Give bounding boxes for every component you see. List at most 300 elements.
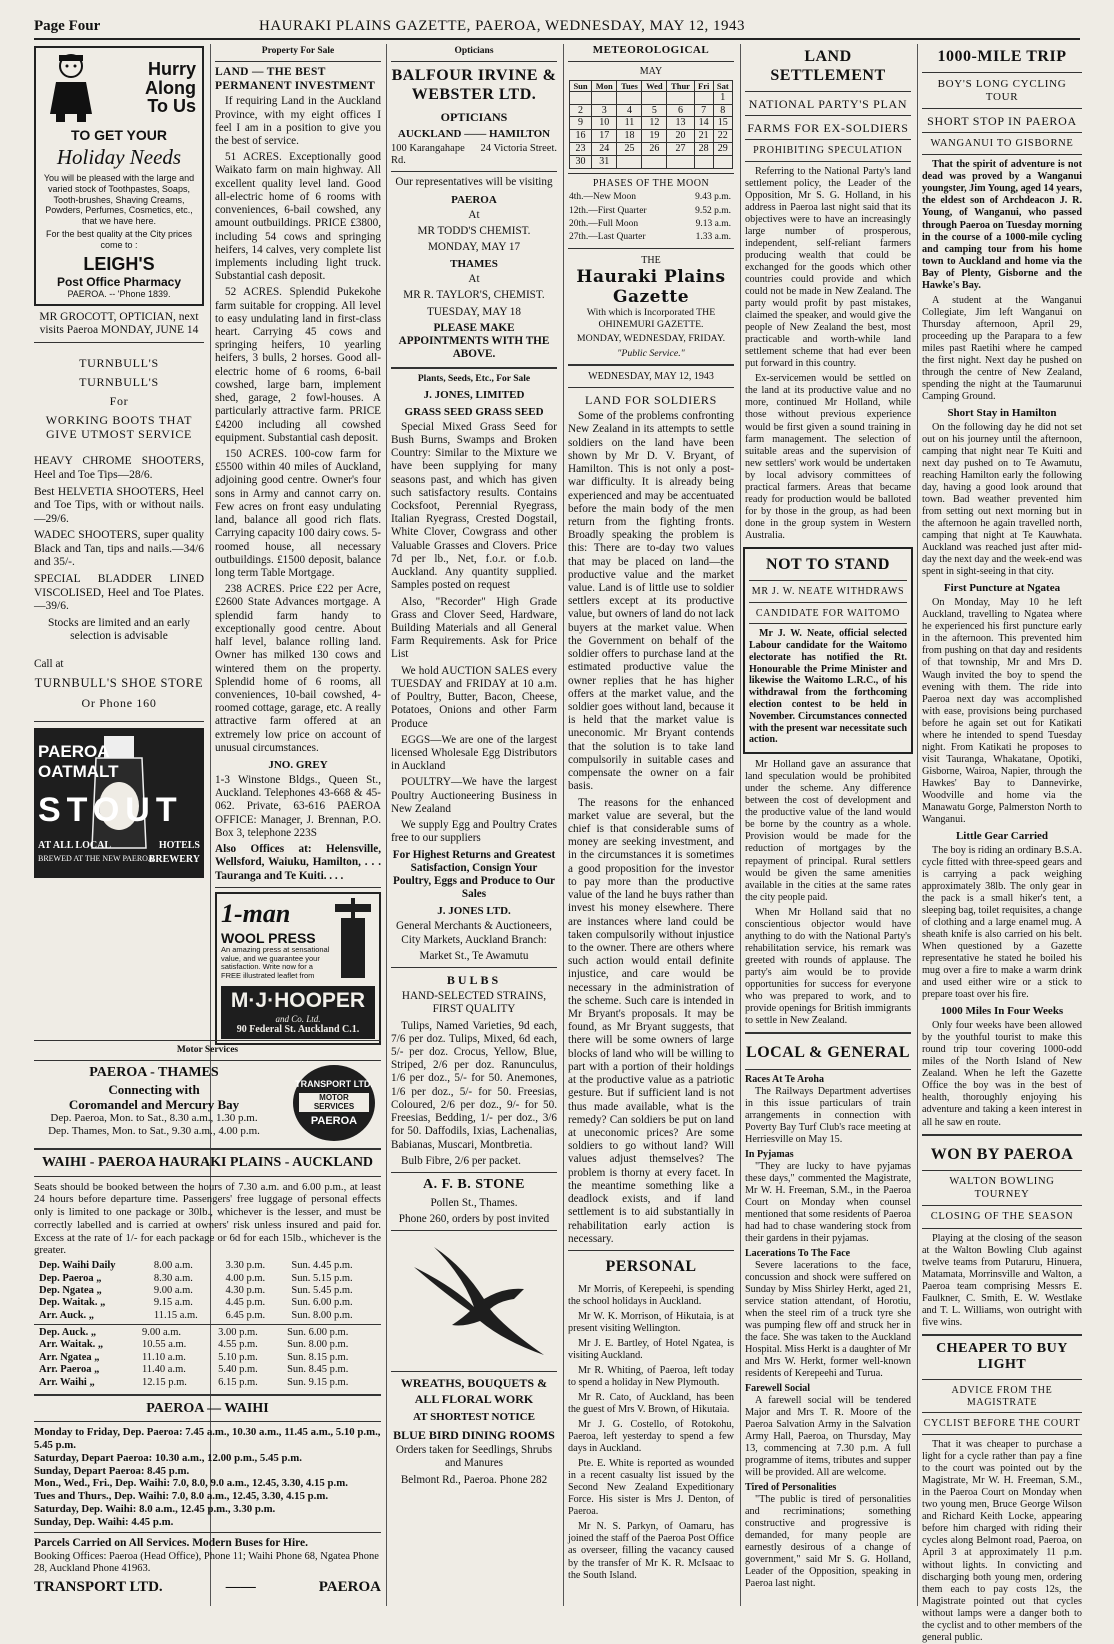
crates-notice: We supply Egg and Poultry Crates free to our suppliers <box>391 819 557 845</box>
calendar-day: 7 <box>694 104 713 117</box>
moon-phase-time: 9.52 p.m. <box>695 205 731 216</box>
timetable-time: 8.00 a.m. <box>153 1260 193 1272</box>
hamilton-para: On the following day he did not set out on his journey until the afternoon, camping that night near Te Kuiti and next day pushed on to Te Awamutu, reaching Hamilton early the following day, having a good look around that town. Bad weather prevented him from setting out next morning but in the afternoon he again travelled north, camping that night at Te Kauwhata. Auckland was reached just after mid-day the next day and the week-end was spent in sight-seeing in that city. <box>922 421 1082 578</box>
calendar-day: 29 <box>713 142 732 155</box>
wool-press-ad <box>215 892 381 1045</box>
calendar-month: MAY <box>639 65 663 77</box>
moon-phase-time: 1.33 a.m. <box>695 231 731 242</box>
divider <box>745 1069 911 1070</box>
calendar-day: 18 <box>617 130 642 143</box>
local-item-heading: Farewell Social <box>745 1382 811 1394</box>
timetable-stop: Dep. Waitak. „ <box>39 1297 106 1309</box>
moon-phase-name: 20th.—Full Moon <box>569 218 639 229</box>
poultry-notice: POULTRY—We have the largest Poultry Auctioneering Business in New Zealand <box>391 776 557 815</box>
timetable-time: 3.30 p.m. <box>225 1260 266 1272</box>
masthead-title: HAURAKI PLAINS GAZETTE, PAEROA, WEDNESDAY, MAY 12, 1943 <box>259 18 746 34</box>
settlement-para-4: When Mr Holland said that no conscientious objector would have anything to do with the National Party's rehabilitation service, his remark was greeted with rounds of applause. The party's aim would be to provide opportunities for success for everyone who was prepared to work, and to provide openings for British immigrants to settle in New Zealand. <box>745 906 911 1026</box>
column-5 <box>745 44 911 1606</box>
todd-chemist: MR TODD'S CHEMIST. <box>417 224 531 237</box>
transport-paeroa: PAEROA <box>318 1578 381 1595</box>
calendar-table <box>569 80 733 169</box>
paeroa-waihi-times <box>34 1426 381 1528</box>
holiday-ad-quality: For the best quality at the City prices come to : <box>45 229 193 250</box>
badge-paeroa: PAEROA <box>310 1114 358 1127</box>
parcels-notice: Parcels Carried on All Services. Modern Buses for Hire. <box>34 1537 309 1550</box>
calendar-day: 21 <box>694 130 713 143</box>
timetable-time: Sun. 4.45 p.m. <box>291 1260 353 1272</box>
booking-offices: Booking Offices: Paeroa (Head Office), Phone 11; Waihi Phone 68, Ngatea Phone 28, Auckland Phone 41963. <box>34 1550 379 1575</box>
divider <box>745 1032 911 1034</box>
timetable-stop: Arr. Waihi „ <box>39 1376 95 1388</box>
masthead <box>34 14 1080 40</box>
divider <box>391 367 557 369</box>
along-text: Along <box>145 77 196 98</box>
calendar-day <box>617 91 642 104</box>
calendar-day <box>694 91 713 104</box>
paeroa-waihi-line: Sunday, Depart Paeroa: 8.45 p.m. <box>34 1464 190 1477</box>
general-merchants: General Merchants & Auctioneers, City Markets, Auckland Branch: <box>396 920 552 946</box>
meteorological-label: METEOROLOGICAL <box>592 44 710 56</box>
timetable-time: Sun. 6.00 p.m. <box>291 1297 353 1309</box>
timetable-row <box>34 1260 381 1272</box>
divider <box>922 72 1082 73</box>
timetable-time: 9.00 a.m. <box>153 1284 193 1296</box>
personal-heading: PERSONAL <box>605 1257 697 1275</box>
column-2 <box>215 44 381 1036</box>
bluebird-dining: BLUE BIRD DINING ROOMS <box>393 1428 555 1443</box>
paeroa-waihi-line: Sunday, Dep. Waihi: 4.45 p.m. <box>34 1515 174 1528</box>
auckland-hamilton: AUCKLAND —— HAMILTON <box>397 127 551 140</box>
grey-name: JNO. GREY <box>268 759 328 772</box>
badge-transport: TRANSPORT LTD. <box>295 1079 373 1090</box>
holiday-ad-body: You will be pleased with the large and varied stock of Toothpastes, Soaps, Tooth-brushes, Shaving Creams, Powders, Perfumes, Cosmetics, etc., that we have here. <box>43 173 195 226</box>
timetable-southbound <box>34 1327 381 1389</box>
to-us-text: To Us <box>147 96 196 117</box>
local-item-body: Severe lacerations to the face, concussion and shock were suffered on Sunday by Miss Shirley Herkt, aged 21, service station attendant, of Horotiu, when the steel rim of a truck tyre she was pumping flew off and struck her in the face. She was taken to the Auckland Hospital. Miss Herkt is a daughter of Mr and Mrs W. Herkt, former well-known residents of Kerepeehi and Turua. <box>745 1259 911 1379</box>
highest-returns: For Highest Returns and Greatest Satisfaction, Consign Your Poultry, Eggs and Produce to Our Sales <box>392 848 556 901</box>
timetable-time: 4.45 p.m. <box>225 1297 266 1309</box>
moon-phases-table <box>568 191 732 244</box>
gazette-nameplate: Hauraki Plains Gazette <box>576 266 726 308</box>
stone-name: A. F. B. STONE <box>423 1177 525 1192</box>
listing-52-acres: 52 ACRES. Splendid Pukekohe farm suitable for cropping. All level to easy undulating land in first-class heart. Carrying 45 cows and springing heifers, 10 yearling heifers, 3 bulls, 2 horses. Good all-electric home of 6 rooms, 6-bail cowshed, large barn, implement shed, garage, 2 fowl-houses. A particularly attractive farm. PRICE £4200 including all cowshed equipment. Substantial cash deposit. <box>215 286 381 444</box>
local-item-body: The Railways Department advertises in this issue particulars of train arrangements in connection with Poverty Bay Turf Club's race meeting at Herriesville on May 15. <box>745 1085 911 1145</box>
wreaths-bouquets: WREATHS, BOUQUETS & ALL FLORAL WORK <box>400 1375 548 1406</box>
grey-address: 1-3 Winstone Bldgs., Queen St., Auckland. Telephones 43-668 & 45-062. Private, 63-616 PAEROA OFFICE: Manager, J. Brennan, P.O. Box 3, telephone 223S <box>215 774 381 839</box>
divider <box>745 139 911 140</box>
stout-word: STOUT <box>38 790 183 829</box>
personal-item: Mr R. Cato, of Auckland, has been the guest of Mrs V. Brown, of Hikutaia. <box>568 1392 734 1416</box>
paeroa-waihi-line: Monday to Friday, Dep. Paeroa: 7.45 a.m., 10.30 a.m., 11.45 a.m., 5.10 p.m., 5.45 p.m. <box>34 1426 381 1452</box>
divider <box>391 1230 557 1231</box>
divider <box>568 61 734 62</box>
divider <box>34 1176 381 1177</box>
divider <box>34 1394 381 1396</box>
calendar-day: 6 <box>667 104 695 117</box>
walton-tourney: WALTON BOWLING TOURNEY <box>949 1176 1055 1200</box>
representatives: Our representatives will be visiting <box>395 176 553 189</box>
soldiers-paragraph-1: Some of the problems confronting New Zealand in its attempts to settle soldiers on the land have been shown by Mr D. V. Bryant, of Hamilton. This is not only a post-war difficulty. It is already being experienced and may be accentuated before the main body of the men return from the fighting fronts. Broadly speaking the problem is this: There are to-day two values that may be placed on land—the productive value and the market value. Land is of little use to soldier settlers except at its productive value, but owners of land do not lack buyers at the market value. When the Government on behalf of the soldier offers to purchase land at the estimated productive value the owner replies that he has higher offers at the market value, and the soldier goes without land, because it is held that the market value is uneconomic. Mr Bryant contends that the solution is to take land compulsorily in suitable cases and compensate the owner on a fair basis. <box>568 410 734 793</box>
helvetia-shooters: Best HELVETIA SHOOTERS, Heel and Toe Tips, with or without nails.—29/6. <box>34 485 204 525</box>
stout-hotels: HOTELS <box>158 839 200 851</box>
shortest-notice: AT SHORTEST NOTICE <box>413 1411 535 1424</box>
listing-150-acres: 150 ACRES. 100-cow farm for £5500 within 40 miles of Auckland, adjoining good centre. Owner's four sons in Army and cannot carry on. Few acres on front easy undulating land, balance all good rich flats. Carrying capacity 100 dairy cows. 5-roomed house, all necessary outbuildings. £1500 deposit, balance long term Table Mortgage. <box>215 448 381 579</box>
pollen-street: Pollen St., Thames. <box>430 1196 518 1209</box>
to-get-your: TO GET YOUR <box>71 127 167 143</box>
land-settlement-heading: LAND SETTLEMENT <box>770 48 886 84</box>
calendar-day: 10 <box>592 117 617 130</box>
wadec-shooters: WADEC SHOOTERS, super quality Black and Tan, tips and nails.—34/6 and 35/-. <box>34 529 204 569</box>
local-item-heading: Races At Te Aroha <box>745 1073 824 1085</box>
bulbs-prices: Tulips, Named Varieties, 9d each, 7/6 per doz. Tulips, Mixed, 6d each, 5/- per doz. Crocus, Yellow, Blue, Striped, 2/6 per doz. Ranunculus, 1/6 per doz., 5/- for 50. Anemones, 1/6 per doz., 5/- for 50. Freesias, Coloured, 2/6 per doz., 9/- for 50. Freesias, Bedding, 1/- per doz., 3/6 for 50. Daffodils, Ixias, Lachenalias, Babianas, Muscari, Montbretia. <box>391 1019 557 1151</box>
working-boots: WORKING BOOTS THAT GIVE UTMOST SERVICE <box>45 413 193 442</box>
divider <box>922 1170 1082 1171</box>
land-for-soldiers-heading: LAND FOR SOLDIERS <box>585 393 717 408</box>
pharmacy-address: PAEROA. -- 'Phone 1839. <box>67 288 171 299</box>
moon-phase-row <box>568 231 732 244</box>
column-rule <box>740 44 741 1606</box>
column-3 <box>391 44 557 1606</box>
moon-phase-name: 12th.—First Quarter <box>569 205 647 216</box>
shoe-store: TURNBULL'S SHOE STORE <box>34 675 204 690</box>
wool-press-text: WOOL PRESS <box>221 929 316 946</box>
calendar-day-header: Sat <box>713 80 732 91</box>
calendar-day: 26 <box>642 142 667 155</box>
calendar-week <box>570 142 733 155</box>
local-item-body: A farewell social will be tendered Major and Mrs T. R. Moore of the Paeroa Salvation Army in the Salvation Army Hall, Paeroa, on Thursday, May 13, commencing at 7.30 p.m. A full programme of items, tributes and supper will be provided. All are welcome. <box>745 1394 911 1478</box>
calendar-day <box>642 155 667 168</box>
market-street: Market St., Te Awamutu <box>419 949 529 962</box>
weeks-para: Only four weeks have been allowed by the youthful tourist to make this round trip tour covering 1000-odd miles of the North Island of New Zealand. When he left the Gazette Office the boy was in the best of health, thoroughly enjoying his adventure and taking a keen interest in all he saw en route. <box>922 1020 1082 1128</box>
calendar-day: 31 <box>592 155 617 168</box>
divider <box>922 1434 1082 1435</box>
swallow-bird-illustration <box>394 1237 554 1365</box>
calendar-day: 11 <box>617 117 642 130</box>
timetable-stop: Arr. Waitak. „ <box>39 1339 104 1351</box>
plants-label: Plants, Seeds, Etc., For Sale <box>417 373 531 384</box>
timetable-time: 3.00 p.m. <box>218 1327 258 1338</box>
calendar-week <box>570 104 733 117</box>
dateline: WEDNESDAY, MAY 12, 1943 <box>588 371 714 383</box>
calendar-day: 9 <box>570 117 592 130</box>
hamilton-subhead: Short Stay in Hamilton <box>947 406 1057 419</box>
timetable-stop: Dep. Paeroa „ <box>39 1272 102 1284</box>
calendar-day-header: Tues <box>617 80 642 91</box>
local-general-heading: LOCAL & GENERAL <box>746 1043 910 1061</box>
calendar-day: 19 <box>642 130 667 143</box>
calendar-day: 4 <box>617 104 642 117</box>
paeroa-thames-heading: PAEROA - THAMES <box>89 1065 219 1081</box>
taylor-chemist: MR R. TAYLOR'S, CHEMIST. <box>403 289 545 302</box>
column-rule <box>563 44 564 1606</box>
divider <box>215 61 381 62</box>
puncture-subhead: First Puncture at Ngatea <box>943 582 1061 595</box>
column-4 <box>568 44 734 1606</box>
personal-item: Mr J. G. Costello, of Rotokohu, Paeroa, left yesterday to spend a few days in Auckland. <box>568 1419 734 1455</box>
turnbull-ad <box>34 347 204 717</box>
divider <box>568 1250 734 1251</box>
timetable-time: 5.10 p.m. <box>218 1351 258 1363</box>
calendar-day: 17 <box>592 130 617 143</box>
column-1 <box>34 44 204 1029</box>
local-item-heading: In Pyjamas <box>745 1148 794 1160</box>
dep-paeroa-thames: Dep. Paeroa, Mon. to Sat., 8.30 a.m., 1.30 p.m. <box>50 1112 258 1125</box>
listing-238-acres: 238 ACRES. Price £22 per Acre, £2600 State Advances mortgage. A splendid farm handy to exceptionally good centre. About half level, balance rolling land. Owner has milked 130 cows and wintered them on the property. Splendid home of 6 rooms, all conveniences, 10-bail cowshed, 4-roomed cottage, garage, etc. A really attractive farm offered at an extremely low price on account of unusual circumstances. <box>215 583 381 754</box>
wanganui-gisborne: WANGANUI TO GISBORNE <box>930 137 1074 149</box>
heavy-chrome: HEAVY CHROME SHOOTERS, Heel and Toe Tips—28/6. <box>34 455 204 482</box>
timetable-time: 4.00 p.m. <box>225 1272 266 1284</box>
special-bladder: SPECIAL BLADDER LINED VISCOLISED, Heel and Toe Plates.—39/6. <box>34 572 204 613</box>
personal-item: Mr R. Whiting, of Paeroa, left today to spend a holiday in New Plymouth. <box>568 1365 734 1389</box>
turnbull-heading-2: TURNBULL'S <box>79 374 159 389</box>
jones-limited: J. JONES, LIMITED <box>423 388 525 401</box>
calendar-day <box>667 91 695 104</box>
timetable-row <box>34 1339 381 1351</box>
calendar-day: 13 <box>667 117 695 130</box>
stocks-limited: Stocks are limited and an early selection is advisable <box>47 616 191 643</box>
divider <box>34 1324 381 1325</box>
calendar-day: 8 <box>713 104 732 117</box>
divider <box>922 132 1082 133</box>
hooper-address: 90 Federal St. Auckland C.1. <box>236 1024 360 1036</box>
hurry-text: Hurry <box>147 58 196 79</box>
short-stop: SHORT STOP IN PAEROA <box>927 113 1077 128</box>
trip-heading: 1000-MILE TRIP <box>937 48 1067 65</box>
divider <box>922 108 1082 109</box>
divider <box>34 1060 381 1061</box>
local-item-body: "They are lucky to have pyjamas these days," commented the Magistrate, Mr W. H. Freeman, S.M., in the Paeroa Court on Monday when counsel mentioned that some residents of Paeroa had had to chase wandering stock from their gardens in their pyjamas. <box>745 1160 911 1244</box>
won-body: Playing at the closing of the season at the Walton Bowling Club against twelve teams from Putaruru, Hinuera, Matamata, Morrinsville and Walton, a Paeroa team comprising Messrs E. Faulkner, C. Smith, E. W. Westlake and T. L. Williams, won outright with five wins. <box>922 1232 1082 1328</box>
divider <box>922 1334 1082 1336</box>
calendar-day: 24 <box>592 142 617 155</box>
divider <box>34 342 204 343</box>
divider <box>34 1421 381 1422</box>
divider <box>391 967 557 968</box>
paeroa-waihi-line: Mon., Wed., Fri., Dep. Waihi: 7.0, 8.0, 9.0 a.m., 12.45, 3.30, 4.15 p.m. <box>34 1477 348 1490</box>
waihi-heading: WAIHI - PAEROA HAURAKI PLAINS - AUCKLAND <box>41 1155 374 1171</box>
timetable-time: 11.15 a.m. <box>153 1309 198 1321</box>
calendar-day <box>570 91 592 104</box>
stone-phone: Phone 260, orders by post invited <box>398 1212 550 1225</box>
calendar-day: 27 <box>667 142 695 155</box>
timetable-time: Sun. 6.00 p.m. <box>287 1327 349 1338</box>
settlement-para-3: Mr Holland gave an assurance that land speculation would be prohibited under the scheme. Any difference between the cost of development and the productive value of the land would be borne by the country as a whole. Provision would be made for the reduction of mortgages by the repayment of principal. Rural settlers would be given the same amenities available in the cities at the same rates the city people paid. <box>745 759 911 903</box>
divider <box>34 1532 381 1533</box>
one-man-text: 1-man <box>221 898 291 928</box>
holiday-needs-ad <box>34 46 204 306</box>
stout-brewed: BREWED AT THE NEW PAEROA <box>38 853 154 863</box>
calendar-day: 23 <box>570 142 592 155</box>
timetable-stop: Arr. Paeroa „ <box>39 1364 100 1376</box>
calendar-day: 1 <box>713 91 732 104</box>
divider <box>745 115 911 116</box>
grass-seed-body: Special Mixed Grass Seed for Bush Burns, Swamps and Broken Country: Similar to the Mixture we have been supplying for many seasons past, and which has given such satisfactory results. Contains Cocksfoot, Perennial Ryegrass, Italian Ryegrass, Crested Dogstail, White Clover, Cowgrass and other Valuable Grasses and Clovers. Price 7d per lb., Net, f.o.r. or f.o.b. Auckland. Any quantity supplied. Samples posted on request <box>391 420 557 592</box>
divider <box>391 171 557 172</box>
calendar-day <box>617 155 642 168</box>
divider <box>922 1134 1082 1136</box>
personal-item: Mr N. S. Parkyn, of Oamaru, has joined the staff of the Paeroa Post Office as overseer, filling the vacancy caused by the transfer of Mr K. R. McIsaac to the South Island. <box>568 1521 734 1581</box>
connecting-with: Connecting with <box>108 1081 200 1097</box>
divider <box>34 1040 381 1041</box>
timetable-row <box>34 1352 381 1364</box>
personal-item: Mr J. E. Bartley, of Hotel Ngatea, is visiting Auckland. <box>568 1337 734 1362</box>
hooper-name: M·J·HOOPER <box>230 988 366 1012</box>
jones-ltd: J. JONES LTD. <box>437 905 511 918</box>
soldiers-paragraph-2: The reasons for the enhanced market value are several, but the chief is that considerable sums of money are seeking investment, and in the circumstances it is sometimes a good proposition for the investor to pay more than the productive value of the land he buys rather than invest his money elsewhere. There are instances where land could be taken compulsorily without injustice to the owner. There are others where such action would entail definite injustice, and care would be necessary in the administration of the scheme. Such care is intended in Mr Bryant's proposals. It may be found, as Mr Bryant suggests, that there will be some owners of large blocks of land who will be willing to part with a portion of their holdings at the productive value as a patriotic gesture. But if sufficient land is not thus made available, what is the remedy? Can soldiers be put on land at uneconomic prices? Are some soldiers to go without land? Will values adjust themselves? The problem is thorny at every facet. In the meantime something like a deadlock exists, and if land settlement is to aid substantially in rehabilitation early action is necessary. <box>568 796 734 1245</box>
address-karangahape: 100 Karangahape Rd. <box>391 142 465 167</box>
at-2: At <box>468 273 480 286</box>
cyclist-court: CYCLIST BEFORE THE COURT <box>923 1418 1081 1430</box>
moon-phase-time: 9.13 a.m. <box>695 218 731 229</box>
hooper-co: and Co. Ltd. <box>275 1013 321 1024</box>
timetable-row <box>34 1273 381 1285</box>
calendar-day: 22 <box>713 130 732 143</box>
timetable-time: Sun. 8.15 p.m. <box>287 1351 349 1363</box>
phases-title: PHASES OF THE MOON <box>592 177 710 189</box>
tuesday-date: TUESDAY, MAY 18 <box>427 305 521 318</box>
divider <box>749 580 907 581</box>
motto: "Public Service." <box>617 347 685 359</box>
personal-list <box>568 1284 734 1582</box>
transport-dash: —— <box>225 1578 256 1595</box>
calendar-day: 28 <box>694 142 713 155</box>
badge-motor: MOTOR SERVICES <box>299 1093 369 1112</box>
pharmacy-name: Post Office Pharmacy <box>56 274 182 289</box>
orders-taken: Orders taken for Seedlings, Shrubs and Manures <box>395 1444 553 1470</box>
paeroa-waihi-line: Saturday, Depart Paeroa: 10.30 a.m., 12.00 p.m., 5.45 p.m. <box>34 1451 302 1464</box>
divider <box>391 1371 557 1372</box>
calendar-day <box>667 155 695 168</box>
timetable-row <box>34 1364 381 1376</box>
timetable-stop: Dep. Auck. „ <box>39 1327 97 1338</box>
trip-para-1: That the spirit of adventure is not dead was proved by a Wanganui youngster, Jim Young, aged 14 years, the eldest son of Archdeacon J. R. Young, of Wanganui, who passed through Paeroa on Tuesday morning in the course of a 1000-mile cycling and camping tour from his home town to Auckland and home via the Bay of Plenty, Gisborne and the Hawke's Bay. <box>922 159 1082 291</box>
calendar-day: 2 <box>570 104 592 117</box>
neate-body: Mr J. W. Neate, official selected Labour candidate for the Waitomo electorate has notified the Rt. Honourable the Prime Minister and likewise the Waitomo L.R.C., of his withdrawal from the forthcoming election contest to be held in November. Circumstances connected with the present war necessitate such action. <box>749 628 907 746</box>
personal-item: Mr W. K. Morrison, of Hikutaia, is at present visiting Wellington. <box>568 1310 734 1334</box>
farms-ex-soldiers: FARMS FOR EX-SOLDIERS <box>747 120 909 135</box>
local-news-list <box>745 1074 911 1590</box>
national-party-plan: NATIONAL PARTY'S PLAN <box>748 96 908 111</box>
call-at: Call at <box>34 657 64 670</box>
calendar-day-header: Sun <box>570 80 592 91</box>
timetable-stop: Arr. Auck. „ <box>39 1309 95 1321</box>
calendar-day: 12 <box>642 117 667 130</box>
personal-item: Pte. E. White is reported as wounded in a recent casualty list issued by the Second New Zealand Expeditionary Force. His sister is Mrs J. Denton, of Paeroa. <box>568 1458 734 1518</box>
listing-51-acres: 51 ACRES. Exceptionally good Waikato farm on main highway. All excellent quality level land. Good all-electric home of 6 rooms with conveniences, 6-bail cowshed, any amount outbuildings. PRICE £3800, including 54 cows and springing heifers, 14 calves, very complete list implements including light truck. Substantial cash deposit. <box>215 151 381 283</box>
timetable-northbound <box>34 1260 381 1322</box>
child-figure-icon <box>42 52 100 124</box>
incorporated: With which is Incorporated THE OHINEMURI GAZETTE. <box>586 307 716 330</box>
divider <box>745 161 911 162</box>
neate-withdraws: MR J. W. NEATE WITHDRAWS <box>751 585 905 597</box>
timetable-row <box>34 1285 381 1297</box>
not-to-stand-heading: NOT TO STAND <box>766 555 890 573</box>
turnbull-heading: TURNBULL'S <box>79 355 159 370</box>
transport-ltd: TRANSPORT LTD. <box>34 1578 163 1595</box>
address-victoria: 24 Victoria Street. <box>480 142 557 154</box>
opticians-label: Opticians <box>454 46 494 56</box>
calendar-day <box>592 91 617 104</box>
at-1: At <box>468 208 480 221</box>
paeroa-waihi-heading: PAEROA — WAIHI <box>146 1400 269 1416</box>
timetable-time: 8.30 a.m. <box>153 1272 193 1284</box>
stout-paeroa: PAEROA <box>38 741 110 761</box>
visit-thames: THAMES <box>450 258 498 271</box>
coromandel: Coromandel and Mercury Bay <box>68 1097 240 1113</box>
calendar-day <box>713 155 732 168</box>
timetable-time: Sun. 8.45 p.m. <box>287 1364 349 1376</box>
buy-light-heading: CHEAPER TO BUY LIGHT <box>936 1340 1068 1373</box>
timetable-stop: Arr. Ngatea „ <box>39 1351 100 1363</box>
candidate-waitomo: CANDIDATE FOR WAITOMO <box>755 607 901 619</box>
timetable-time: Sun. 5.45 p.m. <box>291 1284 353 1296</box>
calendar-day: 25 <box>617 142 642 155</box>
timetable-time: 11.40 a.m. <box>141 1364 186 1376</box>
oatmalt-stout-ad <box>34 728 204 878</box>
not-to-stand-box <box>743 547 913 754</box>
divider <box>922 1379 1082 1380</box>
moon-phase-name: 27th.—Last Quarter <box>569 231 646 242</box>
belmont-road: Belmont Rd., Paeroa. Phone 282 <box>400 1473 548 1486</box>
moon-phase-row <box>568 218 732 231</box>
auction-sales: We hold AUCTION SALES every TUESDAY and FRIDAY at 10 a.m. of Poultry, Butter, Bacon, Cheese, Potatoes, Onions and other Farm Produce <box>391 664 557 730</box>
stout-brewery: BREWERY <box>148 853 200 865</box>
calendar-day-header: Fri <box>694 80 713 91</box>
monday-date: MONDAY, MAY 17 <box>427 241 521 254</box>
divider <box>922 1412 1082 1413</box>
turnbull-phone: Or Phone 160 <box>81 695 157 710</box>
divider <box>749 623 907 624</box>
leighs-name: LEIGH'S <box>83 253 155 274</box>
calendar-day-header: Thur <box>667 80 695 91</box>
grocott-notice: MR GROCOTT, OPTICIAN, next visits Paeroa MONDAY, JUNE 14 <box>39 310 199 337</box>
divider <box>745 91 911 92</box>
divider <box>568 248 734 249</box>
property-intro: If requiring Land in the Auckland Province, with my eight offices I feel I am in a position to give you the best of service. <box>215 95 381 147</box>
calendar-day: 20 <box>667 130 695 143</box>
timetable-stop: Dep. Ngatea „ <box>39 1284 102 1296</box>
grass-seed: GRASS SEED GRASS SEED <box>404 405 544 418</box>
gear-para: The boy is riding an ordinary B.S.A. cycle fitted with three-speed gears and is carrying a pack weighing approximately 38lb. The only gear in the pack is a small hiker's tent, a sleeping bag, toilet requisites, a change of clothing and a large enamel mug. A sheath knife is also carried on his belt. When questioned by a Gazette representative he stated he boiled his mug over a fire to make a warm drink and used either wire or a stick to prepare toast over his fire. <box>922 844 1082 1001</box>
personal-item: Mr Morris, of Kerepeehi, is spending the school holidays in Auckland. <box>568 1283 734 1307</box>
timetable-stop: Dep. Waihi Daily <box>39 1260 116 1272</box>
timetable-row <box>34 1377 381 1389</box>
calendar-week <box>570 130 733 143</box>
bulb-fibre: Bulb Fibre, 2/6 per packet. <box>401 1154 521 1167</box>
calendar-week <box>570 117 733 130</box>
timetable-time: 4.30 p.m. <box>225 1284 266 1296</box>
divider <box>922 1228 1082 1229</box>
timetable-row <box>34 1327 381 1339</box>
hand-selected: HAND-SELECTED STRAINS, FIRST QUALITY <box>401 990 547 1016</box>
holiday-needs-title: Holiday Needs <box>56 144 182 169</box>
wool-press-icon <box>331 898 375 982</box>
timetable-time: Sun. 8.00 p.m. <box>287 1339 349 1351</box>
local-item-heading: Tired of Personalities <box>745 1481 837 1493</box>
timetable-time: 10.55 a.m. <box>141 1339 187 1351</box>
trip-para-2: A student at the Wanganui Collegiate, Jim left Wanganui on Thursday afternoon, April 29, proceeding up the Parapara to a few miles past Raetihi where he camped the first night. Next day he pushed on through the centre of New Zealand, spending the night at the Taumarunui Camping Ground. <box>922 294 1082 402</box>
closing-season: CLOSING OF THE SEASON <box>930 1211 1074 1223</box>
page-number: Page Four <box>34 18 101 34</box>
timetable-time: 12.15 p.m. <box>141 1376 187 1388</box>
section-label: Property For Sale <box>261 46 335 56</box>
calendar-day <box>642 91 667 104</box>
divider <box>391 61 557 62</box>
calendar-day: 15 <box>713 117 732 130</box>
cycling-tour: BOY'S LONG CYCLING TOUR <box>937 77 1067 103</box>
calendar-week <box>570 155 733 168</box>
column-rule <box>386 44 387 1606</box>
